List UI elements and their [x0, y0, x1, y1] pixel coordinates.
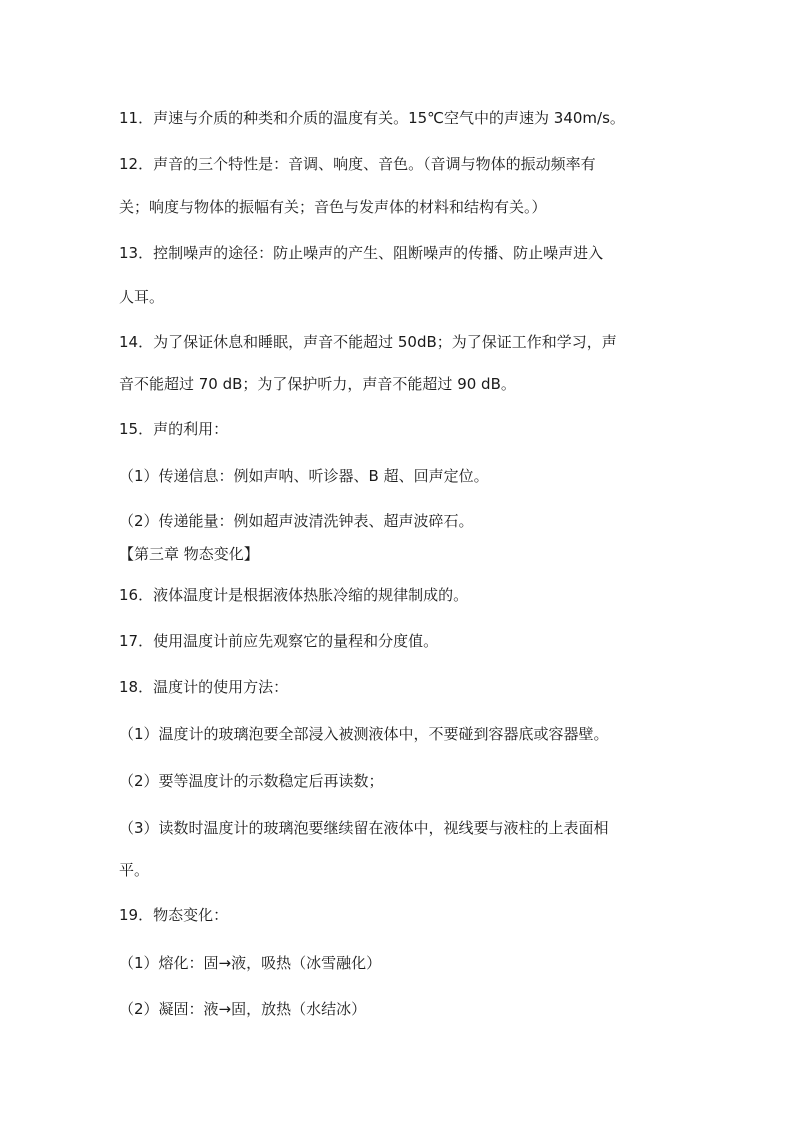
text-line-18-1: （1）温度计的玻璃泡要全部浸入被测液体中，不要碰到容器底或容器壁。	[119, 725, 609, 743]
text-line-15-1: （1）传递信息：例如声呐、听诊器、B 超、回声定位。	[119, 467, 489, 485]
text-line-13-cont: 人耳。	[119, 288, 165, 306]
text-line-12-cont: 关；响度与物体的振幅有关；音色与发声体的材料和结构有关。）	[119, 198, 547, 216]
text-line-13: 13．控制噪声的途径：防止噪声的产生、阻断噪声的传播、防止噪声进入	[119, 244, 604, 262]
text-line-17: 17．使用温度计前应先观察它的量程和分度值。	[119, 632, 439, 650]
chapter-heading: 【第三章 物态变化】	[119, 545, 259, 563]
text-line-18-2: （2）要等温度计的示数稳定后再读数；	[119, 772, 384, 790]
text-line-15-2: （2）传递能量：例如超声波清洗钟表、超声波碎石。	[119, 512, 474, 530]
text-line-15: 15．声的利用：	[119, 420, 229, 438]
text-line-11: 11．声速与介质的种类和介质的温度有关。15℃空气中的声速为 340m/s。	[119, 109, 625, 127]
text-line-18-3-cont: 平。	[119, 861, 150, 879]
text-line-18: 18．温度计的使用方法：	[119, 678, 289, 696]
text-line-18-3: （3）读数时温度计的玻璃泡要继续留在液体中，视线要与液柱的上表面相	[119, 819, 609, 837]
text-line-16: 16．液体温度计是根据液体热胀冷缩的规律制成的。	[119, 586, 469, 604]
text-line-14-cont: 音不能超过 70 dB；为了保护听力，声音不能超过 90 dB。	[119, 375, 516, 393]
text-line-14: 14．为了保证休息和睡眠，声音不能超过 50dB；为了保证工作和学习，声	[119, 333, 617, 351]
text-line-19-1: （1）熔化：固→液，吸热（冰雪融化）	[119, 954, 382, 972]
text-line-19: 19．物态变化：	[119, 906, 229, 924]
text-line-19-2: （2）凝固：液→固，放热（水结冰）	[119, 1000, 367, 1018]
text-line-12: 12．声音的三个特性是：音调、响度、音色。（音调与物体的振动频率有	[119, 155, 596, 173]
